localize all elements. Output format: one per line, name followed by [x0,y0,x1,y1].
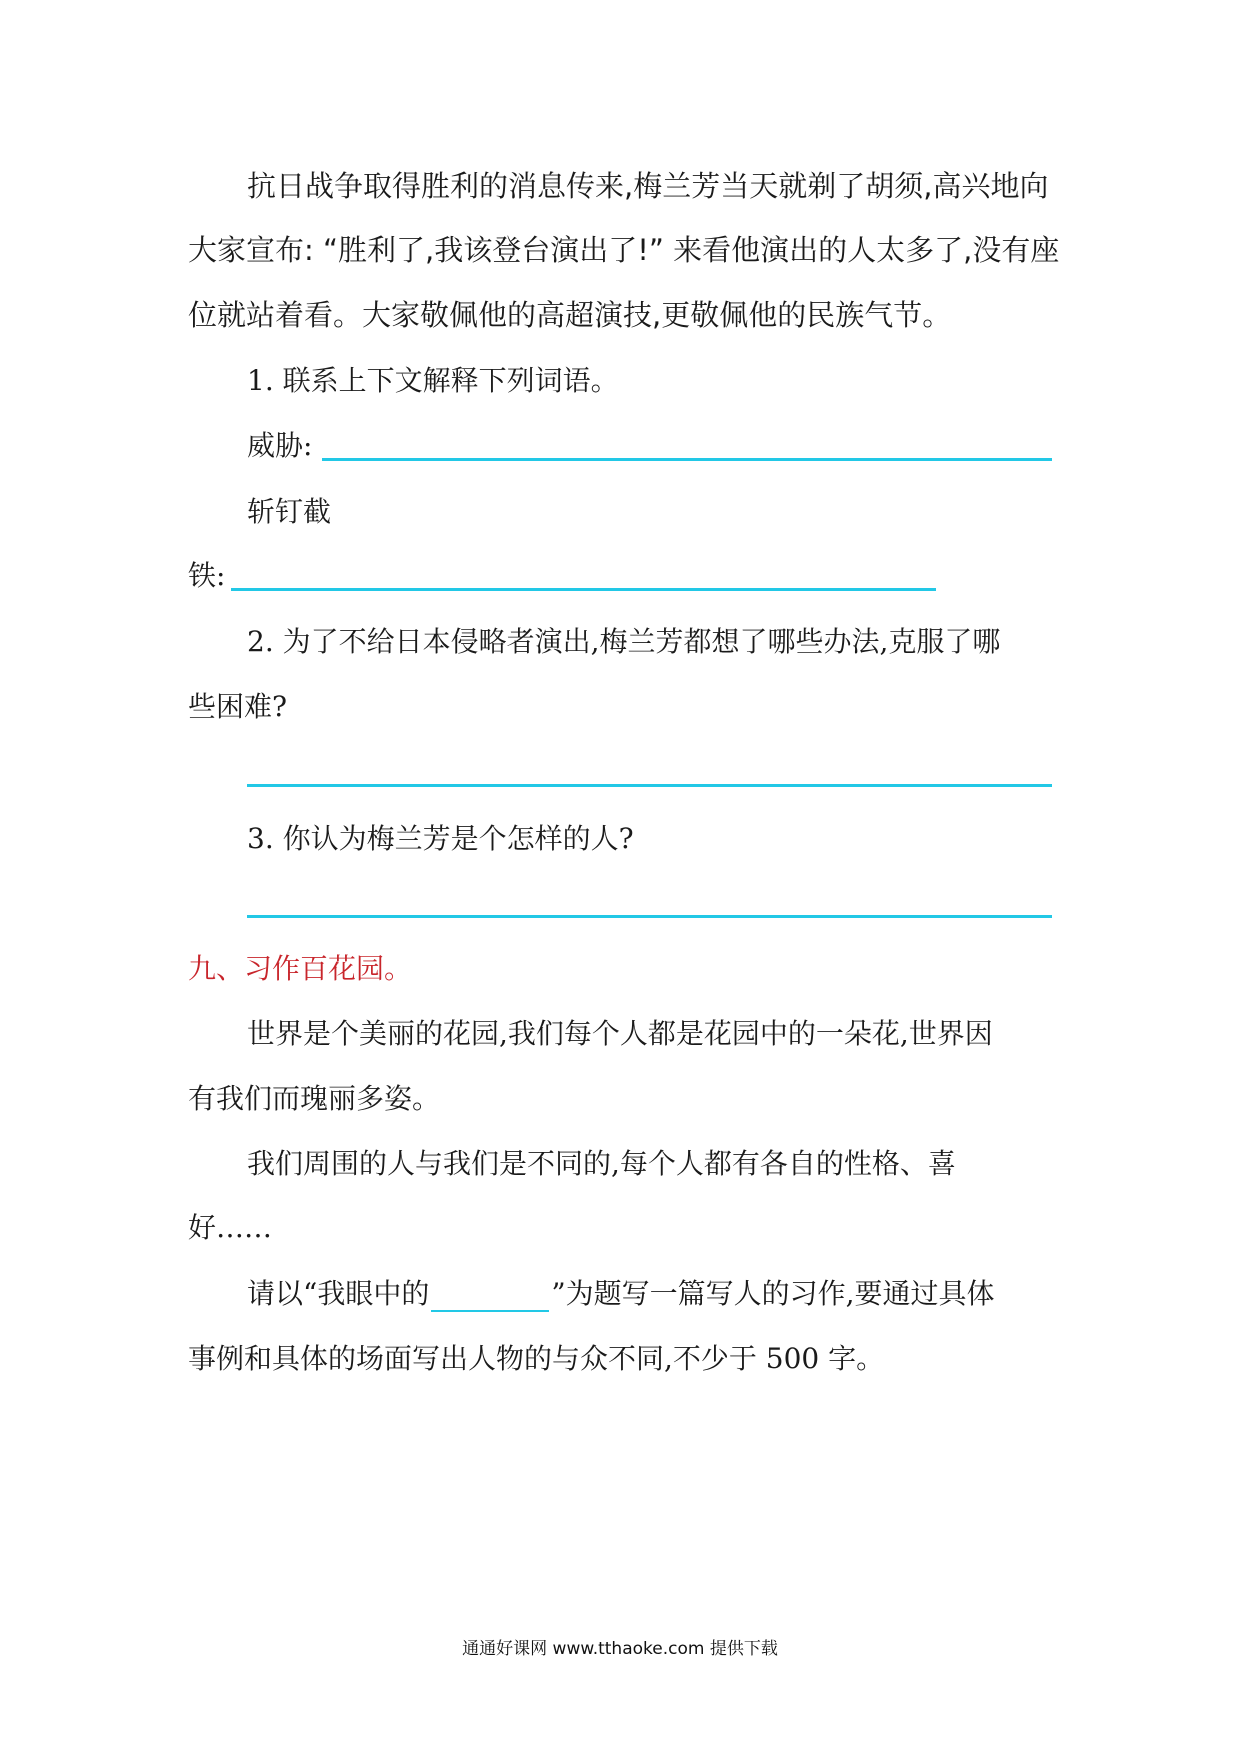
question-1-word-zhandingjietie-part2: 铁: [188,559,226,592]
question-3: 3. 你认为梅兰芳是个怎样的人? [247,822,634,855]
passage-line-2: 大家宣布: “胜利了,我该登台演出了!” 来看他演出的人太多了,没有座 [188,233,1060,267]
title-blank[interactable] [431,1284,549,1312]
prompt-text-before-blank: 请以“我眼中的 [247,1277,430,1310]
footer-credit: 通通好课网 www.tthaoke.com 提供下载 [462,1639,778,1659]
answer-line-zhandingjietie[interactable] [231,588,936,591]
answer-line-question-2[interactable] [247,784,1052,787]
question-1-word-weixie: 威胁: [247,429,313,462]
section-9-heading: 九、习作百花园。 [188,952,413,985]
question-1-word-zhandingjietie-part1: 斩钉截 [247,495,332,528]
section-9-paragraph-2-line-2: 好…… [188,1211,273,1244]
section-9-paragraph-1-line-1: 世界是个美丽的花园,我们每个人都是花园中的一朵花,世界因 [247,1017,993,1050]
prompt-text-after-blank: ”为题写一篇写人的习作,要通过具体 [551,1277,995,1310]
answer-line-question-3[interactable] [247,915,1052,918]
answer-line-weixie[interactable] [322,458,1052,461]
question-2-line-2: 些困难? [188,690,288,723]
section-9-paragraph-2-line-1: 我们周围的人与我们是不同的,每个人都有各自的性格、喜 [247,1147,956,1180]
question-1: 1. 联系上下文解释下列词语。 [247,364,619,397]
passage-line-1: 抗日战争取得胜利的消息传来,梅兰芳当天就剃了胡须,高兴地向 [247,169,1049,203]
section-9-paragraph-1-line-2: 有我们而瑰丽多姿。 [188,1082,441,1115]
section-9-paragraph-3-line-1 [247,1276,995,1312]
question-2-line-1: 2. 为了不给日本侵略者演出,梅兰芳都想了哪些办法,克服了哪 [247,625,1001,658]
section-9-paragraph-3-line-2: 事例和具体的场面写出人物的与众不同,不少于 500 字。 [188,1342,885,1375]
passage-line-3: 位就站着看。大家敬佩他的高超演技,更敬佩他的民族气节。 [188,298,952,332]
